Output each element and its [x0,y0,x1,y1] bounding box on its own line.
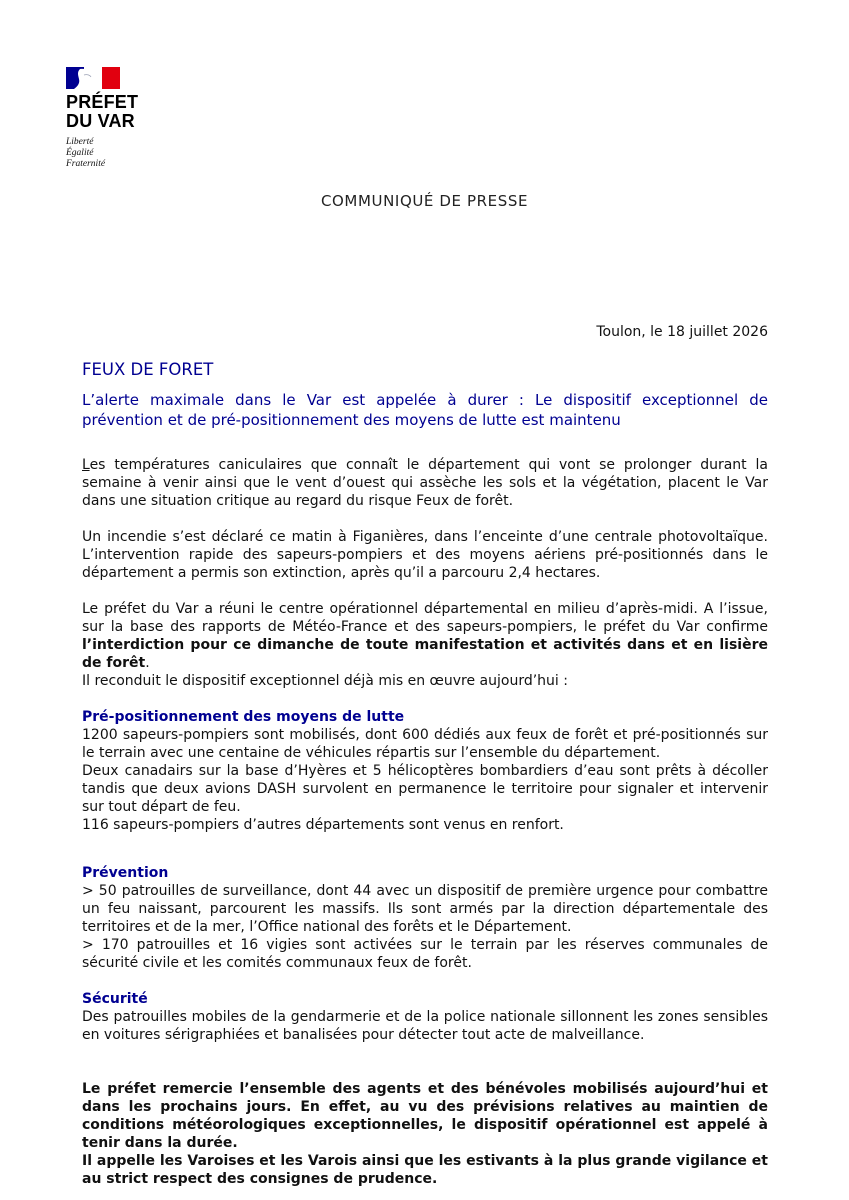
paragraph-cod-reconduction: Il reconduit le dispositif exceptionnel déjà mis en œuvre aujourd’hui : [82,673,568,689]
section-prevention-line: > 170 patrouilles et 16 vigies sont activées sur le terrain par les réserves communales de sécurité civile et les comités communaux feux de forêt. [82,937,768,971]
marianne-flag-icon [66,67,120,89]
rubrique-title: FEUX DE FORET [82,360,214,379]
section-prevention-line: > 50 patrouilles de surveillance, dont 44 avec un dispositif de première urgence pour combattre un feu naissant, parcourent les massifs. Ils sont armés par la direction départementale des territoires et de la mer, l’Office national des forêts et le Département. [82,883,768,935]
document-type: COMMUNIQUÉ DE PRESSE [320,192,529,210]
section-moyens-line: 116 sapeurs-pompiers d’autres départements sont venus en renfort. [82,817,564,833]
prefet-name [66,93,186,131]
paragraph-incendie: Un incendie s’est déclaré ce matin à Figanières, dans l’enceinte d’une centrale photovoltaïque. L’intervention rapide des sapeurs-pompiers et des moyens aériens pré-positionnés dans le département a permis son extinction, après qu’il a parcouru 2,4 hectares. [82,529,768,581]
paragraph-cod [82,600,768,690]
paragraph-temperatures-text: es températures caniculaires que connaît le département qui vont se prolonger durant la semaine à venir ainsi que le vent d’ouest qui assèche les sols et la végétation, placent le Var dans une situation critique au regard du risque Feux de forêt. [82,457,768,509]
press-release-body [82,361,768,1188]
devise [66,137,186,170]
prefet-name-line-1: PRÉFET [66,92,139,112]
section-moyens-title: Pré-positionnement des moyens de lutte [82,709,405,725]
closing-line: Le préfet remercie l’ensemble des agents et des bénévoles mobilisés aujourd’hui et dans les prochains jours. En effet, au vu des prévisions relatives au maintien de conditions météorologiques exceptionnelles, le dispositif opérationnel est appelé à tenir dans la durée. [82,1081,768,1151]
section-moyens-line: 1200 sapeurs-pompiers sont mobilisés, dont 600 dédiés aux feux de forêt et pré-positionnés sur le terrain avec une centaine de véhicules répartis sur l’ensemble du département. [82,727,768,761]
section-prevention-title: Prévention [82,865,169,881]
paragraph-cod-interdiction: l’interdiction pour ce dimanche de toute manifestation et activités dans et en lisière de forêt [82,637,768,671]
prefet-name-line-2: DU VAR [66,111,135,131]
paragraph-temperatures [82,456,768,510]
section-securite [82,990,768,1044]
paragraph-cod-start: Le préfet du Var a réuni le centre opérationnel départemental en milieu d’après-midi. A l’issue, sur la base des rapports de Météo-France et des sapeurs-pompiers, le préfet du Var confirme [82,601,768,635]
prefet-logo [66,67,186,170]
devise-liberte: Liberté [66,137,94,147]
closing-statement [82,1080,768,1188]
chapeau: L’alerte maximale dans le Var est appelée à durer : Le dispositif exceptionnel de prévention et de pré-positionnement des moyens de lutte est maintenu [82,391,768,429]
dateline: Toulon, le 18 juillet 2026 [596,324,768,340]
devise-fraternite: Fraternité [66,159,106,169]
section-securite-title: Sécurité [82,991,148,1007]
section-securite-line: Des patrouilles mobiles de la gendarmerie et de la police nationale sillonnent les zones sensibles en voitures sérigraphiées et banalisées pour détecter tout acte de malveillance. [82,1009,768,1043]
devise-egalite: Égalité [66,148,94,158]
section-moyens-line: Deux canadairs sur la base d’Hyères et 5 hélicoptères bombardiers d’eau sont prêts à décoller tandis que deux avions DASH survolent en permanence le territoire pour signaler et intervenir sur tout départ de feu. [82,763,768,815]
drop-letter: L [82,457,90,473]
closing-line: Il appelle les Varoises et les Varois ainsi que les estivants à la plus grande vigilance et au strict respect des consignes de prudence. [82,1153,768,1187]
section-prevention [82,864,768,972]
paragraph-cod-end: . [145,655,150,671]
section-moyens [82,708,768,834]
